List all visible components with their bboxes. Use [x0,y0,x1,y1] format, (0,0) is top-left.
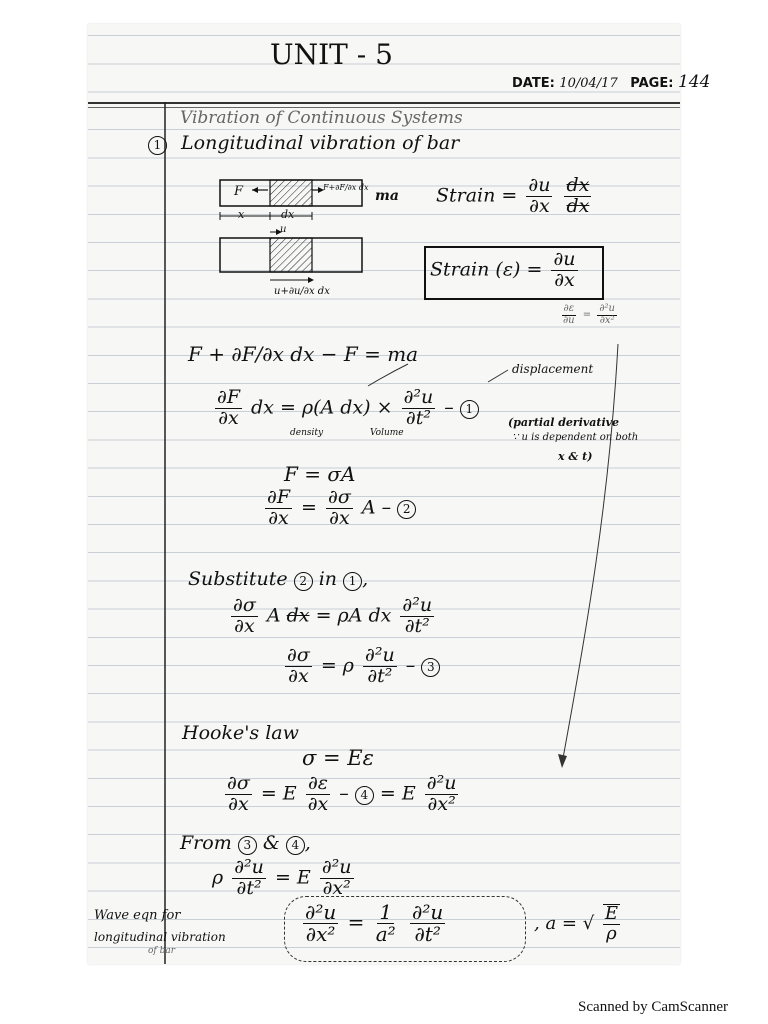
substitute-word: Substitute [188,568,288,590]
strain-dx-den: dx [566,194,590,217]
substitute-line: Substitute 2 in 1 , [188,568,369,590]
eq1-acc-num: ∂²u [403,386,434,408]
equation-3: $\frac{\partial\sigma}{\partial x}$ = ρ $\frac{\text{∂²u}}{\text{∂t²}}$ – 3 [282,646,440,687]
strain-boxed-num: ∂u [553,248,576,270]
eq2-area: A [361,496,376,519]
side-num-2: ∂²u [599,303,615,314]
eq3-acc-num: ∂²u [365,644,395,666]
wave-rhs-num: ∂²u [412,900,444,924]
eq4-lhs-num: ∂σ [227,772,250,794]
u-label: u [280,224,287,235]
scanner-watermark: Scanned by CamScanner [578,999,728,1015]
strain-boxed-lhs: Strain (ε) [430,258,521,281]
wave-label-3: of bar [148,946,176,956]
equation-2: $\frac{\partial F}{\partial x}$ = $\frac{\partial\sigma}{\partial x}$ A – 2 [262,488,416,529]
side-den-1: ∂u [563,314,575,326]
force-right-label: F+∂F/∂x dx [323,183,369,192]
wave-label-1: Wave eqn for [94,908,181,923]
section-title: Vibration of Continuous Systems [180,108,463,128]
eq1-tag: 1 [460,400,479,419]
eq2-rhs-num: ∂σ [328,486,351,508]
eq3-lhs-den: ∂x [288,664,309,687]
from-tag-3: 3 [238,836,257,855]
eq2-lhs-num: ∂F [267,486,291,508]
eq2-lhs-den: ∂x [268,506,289,529]
displacement-label: displacement [512,362,594,376]
page-label: PAGE: [630,76,674,91]
eq2-rhs-den: ∂x [329,506,350,529]
strain-definition: Strain = $\frac{\partial u}{\partial x}$ $\frac{dx}{dx}$ [436,174,590,217]
wave-sqrt-num: E [604,903,619,924]
eq1-rhs: ρ(A dx) [301,396,371,419]
sub1-area: A [266,604,281,627]
u-plus-label: u+∂u/∂x dx [274,286,330,297]
dx-length-label: dx [281,208,295,221]
force-left-label: F [234,184,244,199]
side-note: $\frac{\partial\varepsilon}{\partial u}$ = $\frac{\text{∂²u}}{\text{∂x²}}$ [563,303,615,326]
substitute-in: in [318,568,338,590]
side-den-2: ∂x² [599,314,615,326]
partial-note-2: ∵ u is dependent on both [512,432,639,443]
combined-lhs-den: ∂t² [236,876,262,899]
item-number: 1 [148,136,167,155]
from-line: From 3 & 4 , [180,832,311,854]
equation-1: $\frac{\partial F}{\partial x}$ dx = ρ(A dx) × $\frac{\text{∂²u}}{\text{∂t²}}$ – 1 [212,388,479,429]
annotation-arrow [88,24,680,964]
volume-label: Volume [370,428,404,438]
eq2-tag: 2 [397,500,416,519]
eq4-rhs-num: ∂²u [426,772,457,794]
from-amp: & [262,832,280,854]
force-balance-eq: F + ∂F/∂x dx − F = ma [188,342,419,366]
equation-4: $\frac{\partial\sigma}{\partial x}$ = E $\frac{\partial\varepsilon}{\partial x}$ – 4 = E $\frac{\text{∂²u}}{\text{∂x²}}$ [227,772,457,815]
wave-speed-def: , a = √ $\frac{E}{\rho}$ [534,903,619,944]
strain-num: ∂u [528,174,551,196]
eq4-tag: 4 [355,786,374,805]
density-label: density [290,428,324,438]
wave-lhs-den: ∂x² [305,922,336,946]
ma-label: ma [375,188,399,204]
wave-equation: $\frac{\text{∂²u}}{\text{∂x²}}$ = $\frac{1}{\text{a²}}$ $\frac{\text{∂²u}}{\text{∂t²}}$ [305,900,444,946]
sub1-dx: dx [286,604,310,627]
combined-rhs-num: ∂²u [321,856,352,878]
hooke-eq: σ = Eε [302,746,374,770]
notebook-page [88,24,711,964]
strain-boxed-den: ∂x [554,268,575,291]
hooke-title: Hooke's law [182,722,299,744]
strain-lhs: Strain [436,184,496,207]
date-value: 10/04/17 [559,76,618,91]
from-word: From [180,832,232,854]
x-length-label: x [238,208,245,221]
item-title: Longitudinal vibration of bar [181,132,460,154]
sub1-rhs: = ρA dx [315,604,392,627]
eq3-acc-den: ∂t² [367,664,393,687]
combined-rhs-den: ∂x² [322,876,351,899]
eq1-lhs-num: ∂F [217,386,241,408]
page-value: 144 [677,72,711,92]
sub1-acc-den: ∂t² [404,614,430,637]
strain-dx-num: dx [566,174,590,196]
eq1-acc-den: ∂t² [405,406,431,429]
eq4-lhs-den: ∂x [228,792,249,815]
sub1-lhs-den: ∂x [234,614,255,637]
substitute-tag-1: 1 [343,572,362,591]
combined-eq: ρ $\frac{\text{∂²u}}{\text{∂t²}}$ = E $\frac{\text{∂²u}}{\text{∂x²}}$ [212,856,352,899]
combined-lhs-num: ∂²u [234,856,264,878]
partial-note-1: (partial derivative [508,416,620,429]
side-num-1: ∂ε [563,303,575,314]
wave-coef-den: a² [375,922,396,946]
unit-title: UNIT - 5 [270,38,393,71]
from-tag-4: 4 [286,836,305,855]
eq4-mid-den: ∂x [307,792,329,815]
wave-label-2: longitudinal vibration [94,930,226,944]
eq1-lhs-den: ∂x [218,406,239,429]
partial-note-3: x & t) [558,450,593,463]
wave-lhs-num: ∂²u [305,900,337,924]
sub1-lhs-num: ∂σ [233,594,256,616]
substitute-tag-2: 2 [294,572,313,591]
strain-boxed-eq: Strain (ε) = $\frac{\partial u}{\partial x}$ [430,248,576,291]
eq3-tag: 3 [421,658,440,677]
wave-coef-num: 1 [379,900,393,924]
eq3-lhs-num: ∂σ [287,644,310,666]
wave-a: a [545,912,557,934]
date-label: DATE: [512,76,555,91]
wave-sqrt-den: ρ [606,922,617,944]
eq4-mid-num: ∂ε [307,772,328,794]
wave-rhs-den: ∂t² [414,922,441,946]
strain-den: ∂x [529,194,550,217]
eq4-rhs-den: ∂x² [427,792,456,815]
stress-force-eq: F = σA [284,462,356,486]
sub1-acc-num: ∂²u [402,594,433,616]
